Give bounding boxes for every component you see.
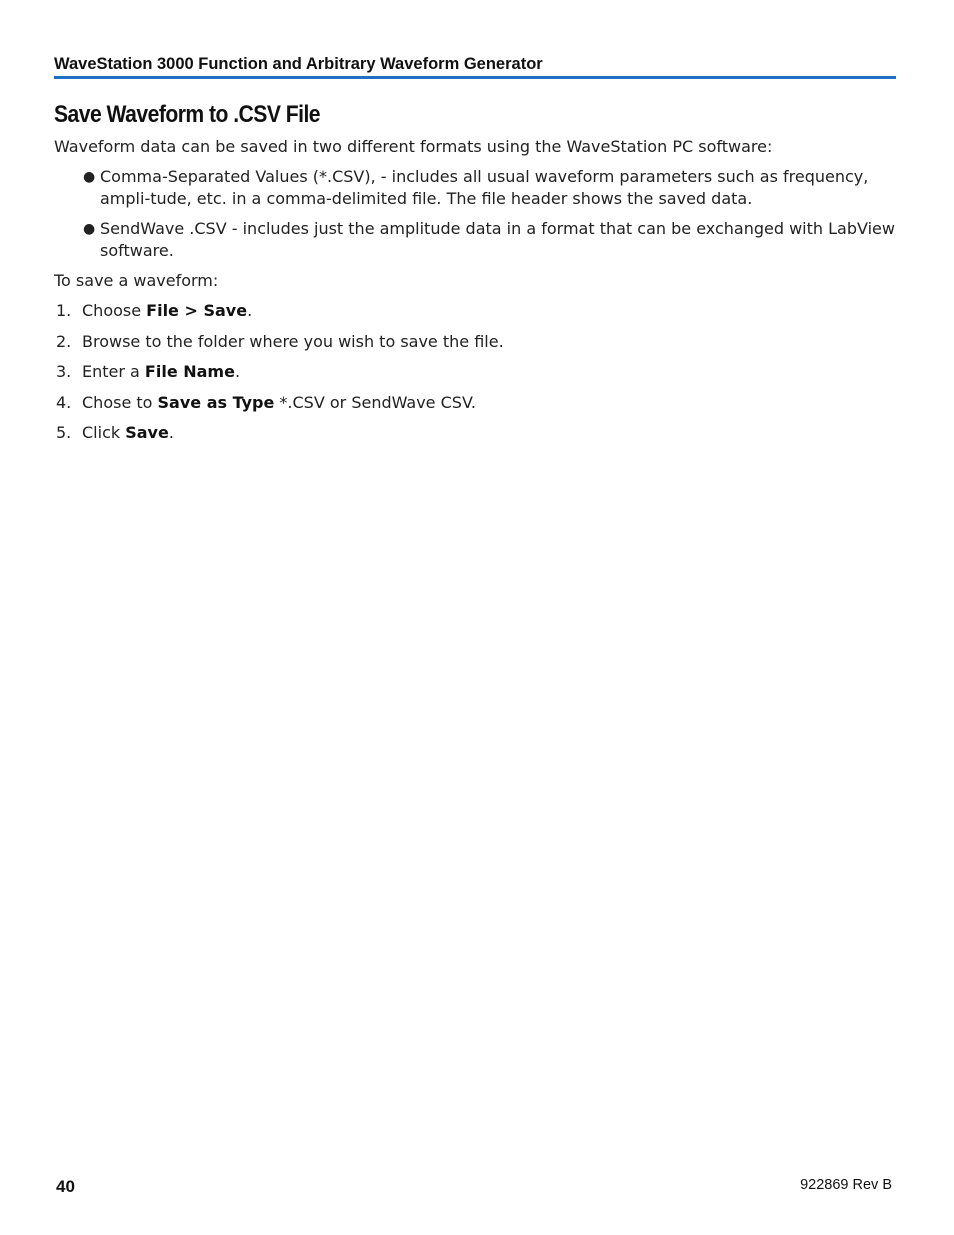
step-item bbox=[54, 300, 902, 322]
step-text: Chose to bbox=[82, 392, 158, 412]
step-text: Click bbox=[82, 423, 126, 442]
step-number: 4. bbox=[56, 392, 72, 412]
list-item bbox=[54, 166, 902, 210]
list-item bbox=[54, 218, 902, 262]
step-text: Choose bbox=[82, 301, 147, 320]
step-text-end: . bbox=[168, 423, 174, 442]
step-bold-text: File > Save bbox=[146, 301, 248, 320]
step-text-end: . bbox=[247, 301, 253, 320]
step-number: 3. bbox=[56, 362, 72, 381]
format-list bbox=[54, 166, 902, 262]
bullet-icon: ● bbox=[83, 221, 96, 237]
list-item-text: SendWave .CSV - includes just the amplitude data in a format that can be exchanged with LabView software. bbox=[100, 219, 895, 260]
running-header: WaveStation 3000 Function and Arbitrary Waveform Generator bbox=[54, 54, 896, 79]
steps-lead: To save a waveform: bbox=[54, 271, 219, 290]
document-revision: 922869 Rev B bbox=[800, 1177, 892, 1193]
step-text: Enter a bbox=[82, 362, 145, 381]
page-number: 40 bbox=[56, 1177, 75, 1196]
section-title: Save Waveform to .CSV File bbox=[54, 101, 321, 128]
step-number: 2. bbox=[56, 331, 72, 351]
step-item bbox=[54, 361, 902, 383]
step-text-end: *.CSV or SendWave CSV. bbox=[274, 392, 476, 412]
step-bold-text: Save bbox=[125, 423, 169, 442]
list-item-text: Comma-Separated Values (*.CSV), - includes all usual waveform parameters such as frequency, ampli-tude, etc. in a comma-delimited file. The file header shows the saved data. bbox=[100, 167, 869, 208]
intro-paragraph: Waveform data can be saved in two different formats using the WaveStation PC software: bbox=[54, 137, 773, 156]
steps-list bbox=[54, 300, 902, 444]
step-text: Browse to the folder where you wish to save the file. bbox=[82, 331, 504, 351]
page-content bbox=[54, 100, 902, 453]
step-text-end: . bbox=[234, 362, 241, 381]
step-number: 1. bbox=[56, 301, 72, 320]
step-item bbox=[54, 392, 902, 414]
step-bold-text: Save as Type bbox=[157, 392, 275, 412]
step-item bbox=[54, 331, 902, 353]
step-bold-text: File Name bbox=[144, 362, 235, 381]
bullet-icon: ● bbox=[83, 169, 96, 185]
step-item bbox=[54, 422, 902, 444]
step-number: 5. bbox=[56, 423, 72, 442]
